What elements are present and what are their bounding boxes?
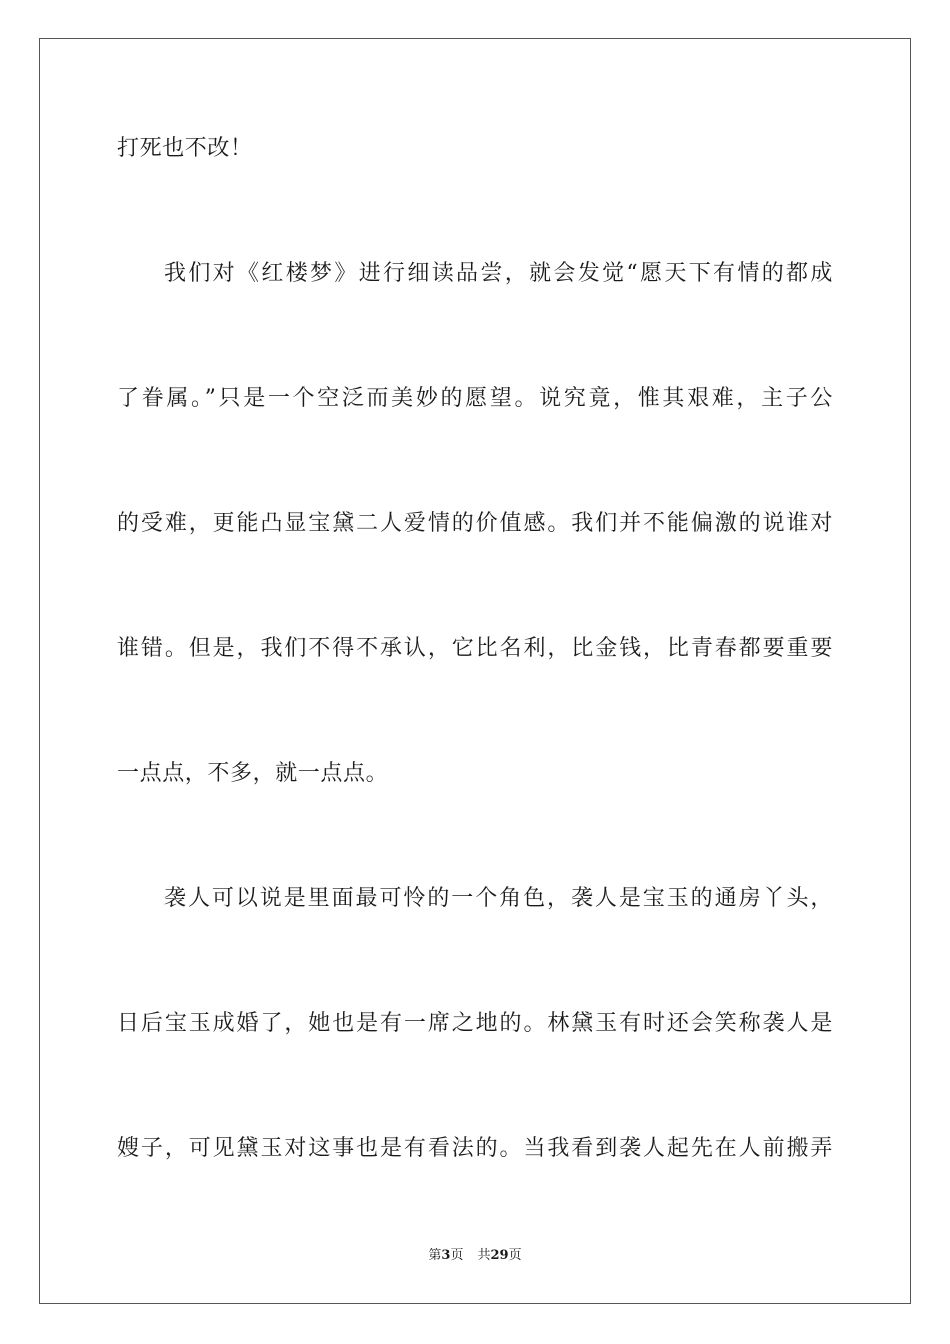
page-border	[39, 38, 911, 1304]
footer-page-suffix: 页	[450, 1248, 464, 1263]
footer-page-number: 3	[441, 1248, 451, 1263]
text-line-1: 打死也不改！	[117, 136, 253, 161]
text-line-5: 谁错。但是，我们不得不承认，它比名利，比金钱，比青春都要重要	[117, 636, 833, 661]
text-line-3: 了眷属。”只是一个空泛而美妙的愿望。说究竟，惟其艰难，主子公	[117, 386, 833, 411]
text-line-8: 日后宝玉成婚了，她也是有一席之地的。林黛玉有时还会笑称袭人是	[117, 1011, 833, 1036]
text-line-2: 我们对《红楼梦》进行细读品尝，就会发觉“愿天下有情的都成	[164, 261, 833, 286]
page-footer	[0, 1248, 950, 1264]
text-line-9: 嫂子，可见黛玉对这事也是有看法的。当我看到袭人起先在人前搬弄	[117, 1136, 833, 1161]
footer-page-prefix: 第	[428, 1248, 442, 1263]
text-line-6: 一点点，不多，就一点点。	[117, 761, 389, 786]
footer-total-pages: 29	[490, 1248, 509, 1263]
footer-total-suffix: 页	[508, 1248, 522, 1263]
text-line-7: 袭人可以说是里面最可怜的一个角色，袭人是宝玉的通房丫头，	[164, 886, 833, 911]
footer-total-prefix: 共	[477, 1248, 491, 1263]
text-line-4: 的受难，更能凸显宝黛二人爱情的价值感。我们并不能偏激的说谁对	[117, 511, 833, 536]
